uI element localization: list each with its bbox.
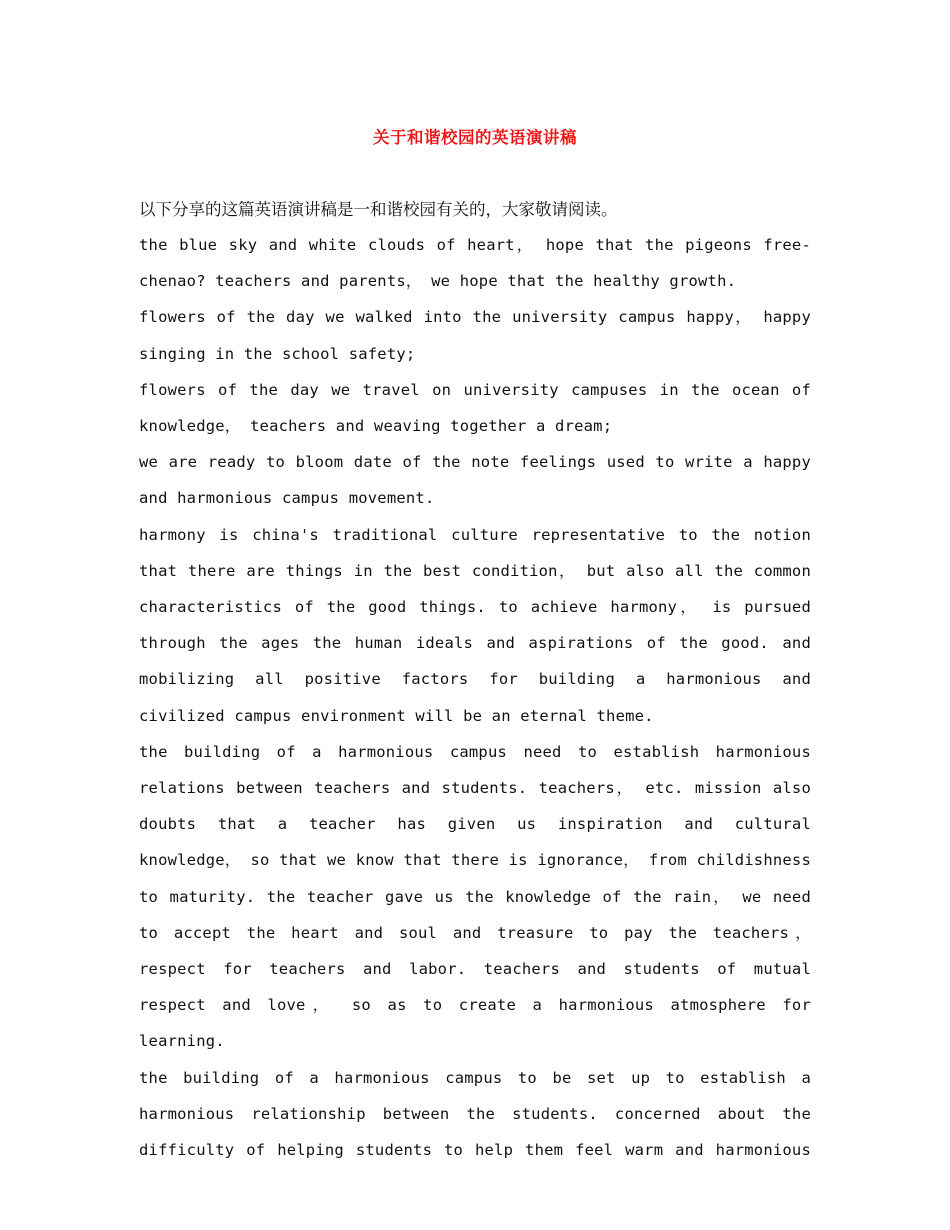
document-body — [139, 227, 811, 1168]
paragraph: flowers of the day we travel on university campuses in the ocean of knowledge， teachers and weaving together a dream; — [139, 380, 811, 436]
paragraph: harmony is china's traditional culture representative to the notion that there are things in the best condition， but also all the common characteristics of the good things. to achieve harmony， is pursued through the ages the human ideals and aspirations of the good. and mobilizing all positive factors for building a harmonious and civilized campus environment will be an eternal theme. — [139, 525, 811, 725]
paragraph: the blue sky and white clouds of heart， hope that the pigeons free-chenao? teachers and parents， we hope that the healthy growth. — [139, 236, 811, 291]
paragraph: the building of a harmonious campus need to establish harmonious relations between teachers and students. teachers， etc. mission also doubts that a teacher has given us inspiration and cultural knowledge， so that we know that there is ignorance， from childishness to maturity. the teacher gave us the knowledge of the rain， we need to accept the heart and soul and treasure to pay the teachers， respect for teachers and labor. teachers and students of mutual respect and love， so as to create a harmonious atmosphere for learning. — [139, 742, 811, 1051]
document-title: 关于和谐校园的英语演讲稿 — [373, 128, 577, 147]
paragraph: we are ready to bloom date of the note feelings used to write a happy and harmonious campus movement. — [139, 453, 811, 508]
paragraph: the building of a harmonious campus to be set up to establish a harmonious relationship between the students. concerned about the difficulty of helping students to help them feel warm and harmonious — [139, 1068, 811, 1160]
intro-line: 以下分享的这篇英语演讲稿是一和谐校园有关的，大家敬请阅读。 — [139, 200, 618, 219]
paragraph: flowers of the day we walked into the university campus happy， happy singing in the school safety; — [139, 308, 811, 363]
